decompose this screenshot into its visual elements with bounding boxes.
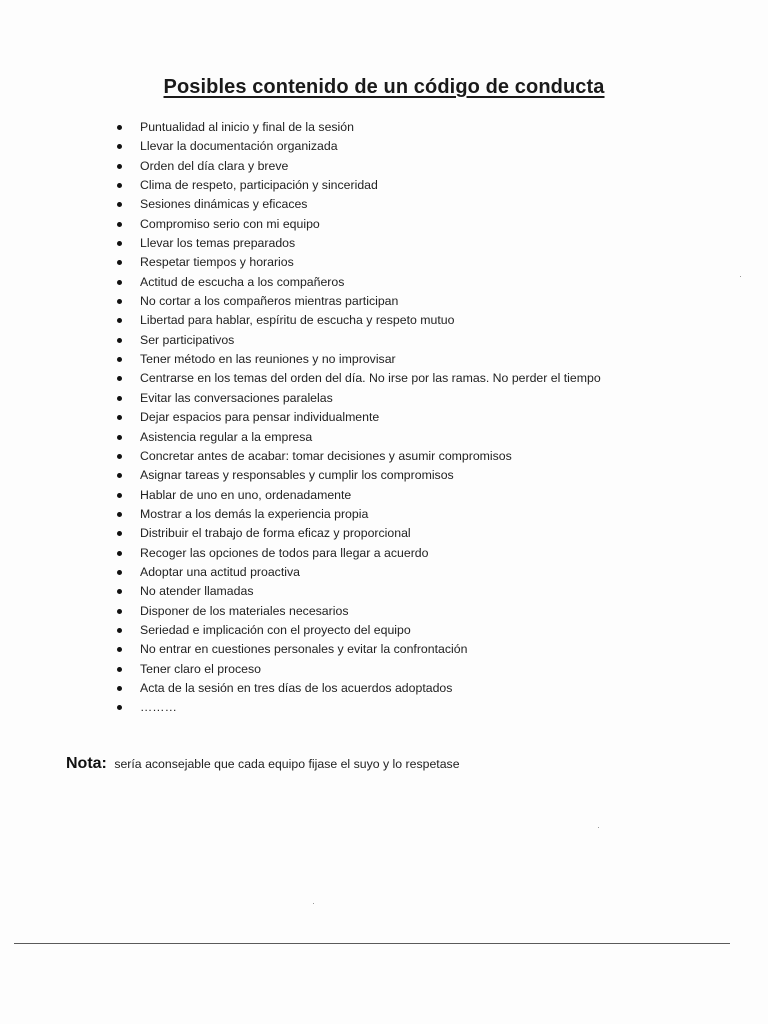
list-item-text: Evitar las conversaciones paralelas xyxy=(140,390,333,405)
list-item-text: Ser participativos xyxy=(140,332,235,347)
list-item xyxy=(110,331,750,350)
bullet-icon xyxy=(117,628,122,633)
list-item-text: Puntualidad al inicio y final de la sesión xyxy=(140,120,354,134)
list-item-text: Hablar de uno en uno, ordenadamente xyxy=(140,487,352,502)
bullet-icon xyxy=(117,357,122,362)
list-item-text: Dejar espacios para pensar individualmente xyxy=(140,410,380,425)
list-item-text: Sesiones dinámicas y eficaces xyxy=(140,197,308,212)
list-item-text: Respetar tiempos y horarios xyxy=(140,255,294,270)
note xyxy=(66,755,460,773)
note-text: sería aconsejable que cada equipo fijase el suyo y lo respetase xyxy=(114,757,460,771)
bullet-icon xyxy=(117,647,122,652)
list-item xyxy=(110,679,750,698)
list-item xyxy=(110,350,750,369)
bullet-icon xyxy=(117,318,122,323)
list-item-text: Compromiso serio con mi equipo xyxy=(140,216,320,231)
list-item-text: Disponer de los materiales necesarios xyxy=(140,603,349,618)
list-item-text: No entrar en cuestiones personales y evitar la confrontación xyxy=(140,642,468,657)
list-item xyxy=(110,273,750,292)
list-item xyxy=(110,447,750,466)
bullet-icon xyxy=(117,164,122,169)
list-item-text: Seriedad e implicación con el proyecto del equipo xyxy=(140,622,411,637)
list-item xyxy=(110,640,750,659)
list-item xyxy=(110,311,750,330)
bullet-icon xyxy=(117,531,122,536)
bullet-icon xyxy=(117,338,122,343)
list-item xyxy=(110,118,750,137)
bullet-icon xyxy=(117,570,122,575)
list-item xyxy=(110,215,750,234)
bullet-icon xyxy=(117,512,122,517)
list-item-text: Concretar antes de acabar: tomar decisiones y asumir compromisos xyxy=(140,448,512,463)
list-item xyxy=(110,408,750,427)
list-item-text: Acta de la sesión en tres días de los acuerdos adoptados xyxy=(140,680,453,695)
list-item xyxy=(110,137,750,156)
list-item-text: Tener claro el proceso xyxy=(140,661,261,676)
scan-speck xyxy=(740,276,741,277)
list-item xyxy=(110,389,750,408)
list-item xyxy=(110,660,750,679)
list-item xyxy=(110,157,750,176)
list-item xyxy=(110,195,750,214)
bullet-icon xyxy=(117,202,122,207)
list-item xyxy=(110,486,750,505)
list-item-text: Orden del día clara y breve xyxy=(140,158,289,173)
list-item-text: Asignar tareas y responsables y cumplir los compromisos xyxy=(140,468,454,483)
bullet-icon xyxy=(117,667,122,672)
list-item xyxy=(110,621,750,640)
list-item xyxy=(110,428,750,447)
list-item-text: Asistencia regular a la empresa xyxy=(140,429,313,444)
bullet-icon xyxy=(117,241,122,246)
list-item xyxy=(110,582,750,601)
bullet-icon xyxy=(117,686,122,691)
bullet-icon xyxy=(117,280,122,285)
bullet-icon xyxy=(117,260,122,265)
list-item-text: Distribuir el trabajo de forma eficaz y proporcional xyxy=(140,526,411,541)
list-item xyxy=(110,253,750,272)
list-item xyxy=(110,234,750,253)
list-item-text: Adoptar una actitud proactiva xyxy=(140,564,300,579)
bottom-divider xyxy=(14,943,730,944)
bullet-icon xyxy=(117,493,122,498)
bullet-icon xyxy=(117,396,122,401)
page-title: Posibles contenido de un código de conducta xyxy=(163,76,605,98)
bullet-icon xyxy=(117,222,122,227)
list-item-text: Tener método en las reuniones y no improvisar xyxy=(140,352,396,367)
list-item xyxy=(110,369,750,388)
bullet-icon xyxy=(117,183,122,188)
bullet-icon xyxy=(117,609,122,614)
list-item-text: Libertad para hablar, espíritu de escucha y respeto mutuo xyxy=(140,313,455,328)
list-item-text: Mostrar a los demás la experiencia propia xyxy=(140,506,369,521)
list-item-text: Centrarse en los temas del orden del día. No irse por las ramas. No perder el tiempo xyxy=(140,371,601,386)
bullet-icon xyxy=(117,435,122,440)
list-item-text: No atender llamadas xyxy=(140,584,254,599)
list-item xyxy=(110,698,750,717)
list-item-text: Clima de respeto, participación y sinceridad xyxy=(140,178,378,193)
conduct-items-list xyxy=(110,118,750,718)
bullet-icon xyxy=(117,454,122,459)
bullet-icon xyxy=(117,376,122,381)
note-label: Nota: xyxy=(66,755,107,772)
list-item-text: Actitud de escucha a los compañeros xyxy=(140,274,345,289)
list-item xyxy=(110,505,750,524)
bullet-icon xyxy=(117,551,122,556)
list-item xyxy=(110,292,750,311)
bullet-icon xyxy=(117,415,122,420)
bullet-icon xyxy=(117,589,122,594)
bullet-icon xyxy=(117,299,122,304)
list-item-text: ……… xyxy=(140,700,177,715)
list-item xyxy=(110,524,750,543)
list-item-text: Llevar los temas preparados xyxy=(140,236,296,251)
list-item xyxy=(110,176,750,195)
list-item xyxy=(110,466,750,485)
scan-speck xyxy=(598,827,599,828)
list-item-text: Recoger las opciones de todos para llegar a acuerdo xyxy=(140,545,429,560)
scan-speck xyxy=(313,903,314,904)
list-item-text: Llevar la documentación organizada xyxy=(140,139,338,154)
list-item xyxy=(110,544,750,563)
bullet-icon xyxy=(117,705,122,710)
bullet-icon xyxy=(117,473,122,478)
bullet-icon xyxy=(117,144,122,149)
bullet-icon xyxy=(117,125,122,130)
list-item-text: No cortar a los compañeros mientras participan xyxy=(140,294,399,309)
list-item xyxy=(110,563,750,582)
list-item xyxy=(110,602,750,621)
